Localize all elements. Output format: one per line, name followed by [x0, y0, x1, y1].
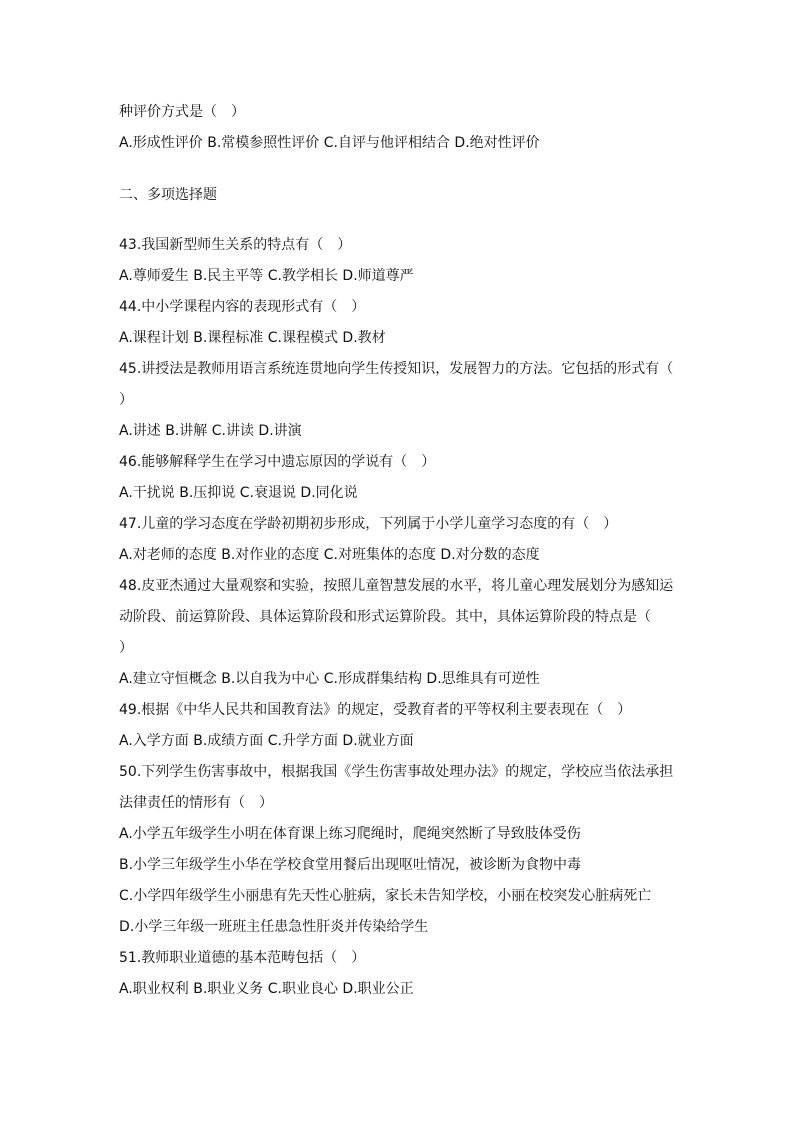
question-49-options: A.入学方面 B.成绩方面 C.升学方面 D.就业方面	[119, 733, 414, 749]
question-51-options: A.职业权利 B.职业义务 C.职业良心 D.职业公正	[119, 981, 414, 997]
question-50-option-a: A.小学五年级学生小明在体育课上练习爬绳时，爬绳突然断了导致肢体受伤	[119, 826, 581, 842]
question-45: 45.讲授法是教师用语言系统连贯地向学生传授知识，发展智力的方法。它包括的形式有（	[119, 361, 674, 377]
question-48-options: A.建立守恒概念 B.以自我为中心 C.形成群集结构 D.思维具有可逆性	[119, 671, 540, 687]
question-43: 43.我国新型师生关系的特点有（ ）	[119, 237, 352, 253]
question-48-continued: 动阶段、前运算阶段、具体运算阶段和形式运算阶段。其中，具体运算阶段的特点是（	[119, 609, 651, 625]
question-51: 51.教师职业道德的基本范畴包括（ ）	[119, 950, 366, 966]
section-heading: 二、多项选择题	[119, 187, 217, 203]
question-50-option-b: B.小学三年级学生小华在学校食堂用餐后出现呕吐情况，被诊断为食物中毒	[119, 857, 582, 873]
question-50-option-d: D.小学三年级一班班主任患急性肝炎并传染给学生	[119, 919, 429, 935]
question-stem-continued: 种评价方式是（ ）	[119, 104, 245, 120]
question-47-options: A.对老师的态度 B.对作业的态度 C.对班集体的态度 D.对分数的态度	[119, 547, 540, 563]
question-44-options: A.课程计划 B.课程标准 C.课程模式 D.教材	[119, 330, 386, 346]
question-43-options: A.尊师爱生 B.民主平等 C.教学相长 D.师道尊严	[119, 268, 414, 284]
question-48-continued: ）	[119, 640, 133, 656]
question-45-options: A.讲述 B.讲解 C.讲读 D.讲演	[119, 423, 302, 439]
question-50-continued: 法律责任的情形有（ ）	[119, 795, 273, 811]
question-45-continued: ）	[119, 392, 133, 408]
question-50: 50.下列学生伤害事故中，根据我国《学生伤害事故处理办法》的规定，学校应当依法承担	[119, 764, 674, 780]
question-50-option-c: C.小学四年级学生小丽患有先天性心脏病，家长未告知学校，小丽在校突发心脏病死亡	[119, 888, 652, 904]
question-46: 46.能够解释学生在学习中遗忘原因的学说有（ ）	[119, 454, 436, 470]
question-49: 49.根据《中华人民共和国教育法》的规定，受教育者的平等权利主要表现在（ ）	[119, 702, 632, 718]
question-48: 48.皮亚杰通过大量观察和实验，按照儿童智慧发展的水平，将儿童心理发展划分为感知运	[119, 578, 674, 594]
question-46-options: A.干扰说 B.压抑说 C.衰退说 D.同化说	[119, 485, 358, 501]
question-options: A.形成性评价 B.常模参照性评价 C.自评与他评相结合 D.绝对性评价	[119, 135, 540, 151]
question-47: 47.儿童的学习态度在学龄初期初步形成，下列属于小学儿童学习态度的有（ ）	[119, 516, 618, 532]
question-44: 44.中小学课程内容的表现形式有（ ）	[119, 299, 366, 315]
